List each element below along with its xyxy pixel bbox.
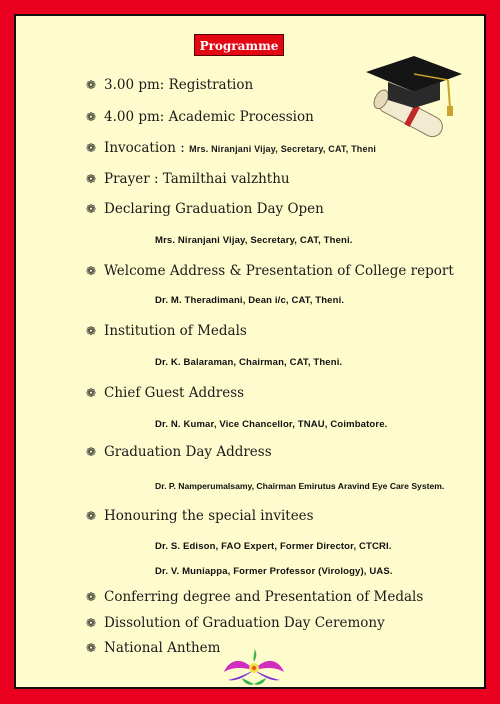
- floral-ornament-icon: [222, 648, 286, 688]
- agenda-item: ❁ Dissolution of Graduation Day Ceremony: [86, 615, 385, 631]
- agenda-item: ❁ Welcome Address & Presentation of College report: [86, 263, 454, 279]
- speaker-line: Dr. S. Edison, FAO Expert, Former Director, CTCRI.: [155, 541, 392, 552]
- agenda-item: ❁ Declaring Graduation Day Open: [86, 201, 324, 217]
- speaker-line: Dr. K. Balaraman, Chairman, CAT, Theni.: [155, 357, 343, 368]
- agenda-item: ❁ Invocation : Mrs. Niranjani Vijay, Secretary, CAT, Theni: [86, 140, 377, 156]
- agenda-item: ❁ 3.00 pm: Registration: [86, 77, 254, 93]
- agenda-item: ❁ Graduation Day Address: [86, 444, 272, 460]
- speaker-line: Dr. V. Muniappa, Former Professor (Virology), UAS.: [155, 566, 393, 577]
- gear-bullet-icon: ❁: [86, 78, 97, 92]
- graduation-cap-icon: [352, 48, 464, 144]
- gear-bullet-icon: ❁: [86, 172, 97, 186]
- agenda-item: ❁ 4.00 pm: Academic Procession: [86, 109, 314, 125]
- speaker-line: Dr. P. Namperumalsamy, Chairman Emirutus Aravind Eye Care System.: [155, 481, 445, 491]
- agenda-item: ❁ Honouring the special invitees: [86, 508, 314, 524]
- gear-bullet-icon: ❁: [86, 386, 97, 400]
- programme-title: Programme: [194, 34, 284, 56]
- gear-bullet-icon: ❁: [86, 202, 97, 216]
- speaker-line: Dr. M. Theradimani, Dean i/c, CAT, Theni.: [155, 295, 345, 306]
- gear-bullet-icon: ❁: [86, 509, 97, 523]
- gear-bullet-icon: ❁: [86, 264, 97, 278]
- gear-bullet-icon: ❁: [86, 141, 97, 155]
- gear-bullet-icon: ❁: [86, 590, 97, 604]
- gear-bullet-icon: ❁: [86, 324, 97, 338]
- agenda-item: ❁ National Anthem: [86, 640, 221, 656]
- gear-bullet-icon: ❁: [86, 641, 97, 655]
- agenda-item: ❁ Chief Guest Address: [86, 385, 245, 401]
- agenda-item: ❁ Conferring degree and Presentation of Medals: [86, 589, 424, 605]
- speaker-line: Mrs. Niranjani Vijay, Secretary, CAT, Theni.: [155, 235, 353, 246]
- gear-bullet-icon: ❁: [86, 445, 97, 459]
- gear-bullet-icon: ❁: [86, 110, 97, 124]
- agenda-item: ❁ Institution of Medals: [86, 323, 247, 339]
- agenda-item: ❁ Prayer : Tamilthai valzhthu: [86, 171, 290, 187]
- gear-bullet-icon: ❁: [86, 616, 97, 630]
- speaker-line: Dr. N. Kumar, Vice Chancellor, TNAU, Coimbatore.: [155, 419, 388, 430]
